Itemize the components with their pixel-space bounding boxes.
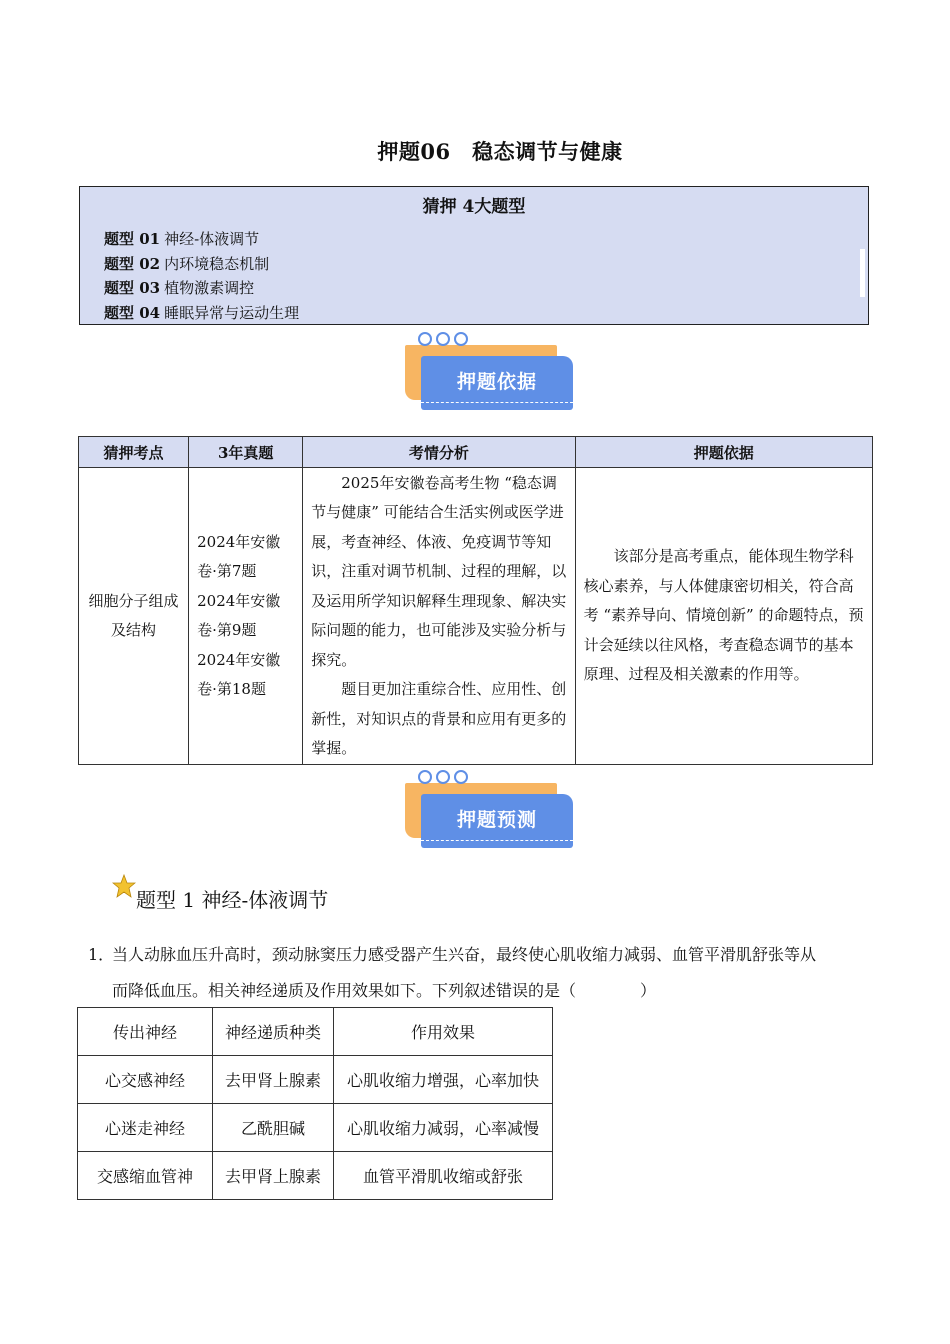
star-icon	[112, 874, 136, 898]
guess-type-item: 题型 02 内环境稳态机制	[104, 255, 270, 273]
basis-banner	[405, 332, 575, 414]
table-cell: 乙酰胆碱	[213, 1104, 334, 1152]
column-header: 考情分析	[303, 437, 575, 468]
table-cell: 心肌收缩力增强，心率加快	[334, 1056, 553, 1104]
past-exams-cell: 2024年安徽卷·第7题 2024年安徽卷·第9题 2024年安徽卷·第18题	[189, 468, 303, 765]
column-header: 3年真题	[189, 437, 303, 468]
table-cell: 去甲肾上腺素	[213, 1056, 334, 1104]
forecast-banner	[405, 770, 575, 852]
table-header-row	[79, 437, 873, 468]
question-text-line: 而降低血压。相关神经递质及作用效果如下。下列叙述错误的是（ ）	[112, 981, 657, 1000]
basis-cell: 该部分是高考重点，能体现生物学科核心素养，与人体健康密切相关，符合高考 “素养导向、情境创新” 的命题特点，预计会延续以往风格，考查稳态调节的基本原理、过程及相关激素的作用等。	[575, 468, 872, 765]
column-header: 神经递质种类	[213, 1008, 334, 1056]
table-header-row	[78, 1008, 553, 1056]
table-cell: 去甲肾上腺素	[213, 1152, 334, 1200]
guess-type-item: 题型 01 神经-体液调节	[104, 230, 260, 248]
table-cell: 交感缩血管神	[78, 1152, 213, 1200]
guess-box-title: 猜押 4大题型	[422, 197, 526, 217]
column-header: 押题依据	[575, 437, 872, 468]
binder-rings-icon	[415, 330, 475, 350]
banner-label: 押题预测	[456, 809, 537, 831]
exam-point-cell: 细胞分子组成及结构	[79, 468, 189, 765]
table-row	[78, 1152, 553, 1200]
analysis-cell: 2025年安徽卷高考生物 “稳态调节与健康” 可能结合生活实例或医学进展，考查神经、体液、免疫调节等知识，注重对调节机制、过程的理解，以及运用所学知识解释生理现象、解决实际问题的能力，也可能涉及实验分析与探究。 题目更加注重综合性、应用性、创新性，对知识点的背景和应用有更多的掌握。	[303, 468, 575, 765]
table-cell: 血管平滑肌收缩或舒张	[334, 1152, 553, 1200]
column-header: 猜押考点	[79, 437, 189, 468]
page-title: 押题06 稳态调节与健康	[377, 139, 623, 164]
question-text-line: 当人动脉血压升高时，颈动脉窦压力感受器产生兴奋，最终使心肌收缩力减弱、血管平滑肌舒张等从	[112, 945, 817, 964]
section-title: 题型 1 神经-体液调节	[136, 888, 329, 912]
guess-type-item: 题型 03 植物激素调控	[104, 279, 255, 297]
binder-rings-icon	[415, 768, 475, 788]
question-table	[77, 1007, 553, 1200]
column-header: 作用效果	[334, 1008, 553, 1056]
section-heading	[112, 874, 329, 912]
table-row	[78, 1056, 553, 1104]
guess-type-item: 题型 04 睡眠异常与运动生理	[104, 304, 300, 322]
table-row	[79, 468, 873, 765]
table-row	[78, 1104, 553, 1152]
basis-table	[78, 436, 873, 765]
table-cell: 心交感神经	[78, 1056, 213, 1104]
guess-types-box	[79, 186, 869, 325]
question-number: 1．	[88, 945, 115, 964]
box-edge-mark	[860, 249, 865, 297]
table-cell: 心肌收缩力减弱，心率减慢	[334, 1104, 553, 1152]
column-header: 传出神经	[78, 1008, 213, 1056]
banner-label: 押题依据	[456, 371, 537, 393]
table-cell: 心迷走神经	[78, 1104, 213, 1152]
